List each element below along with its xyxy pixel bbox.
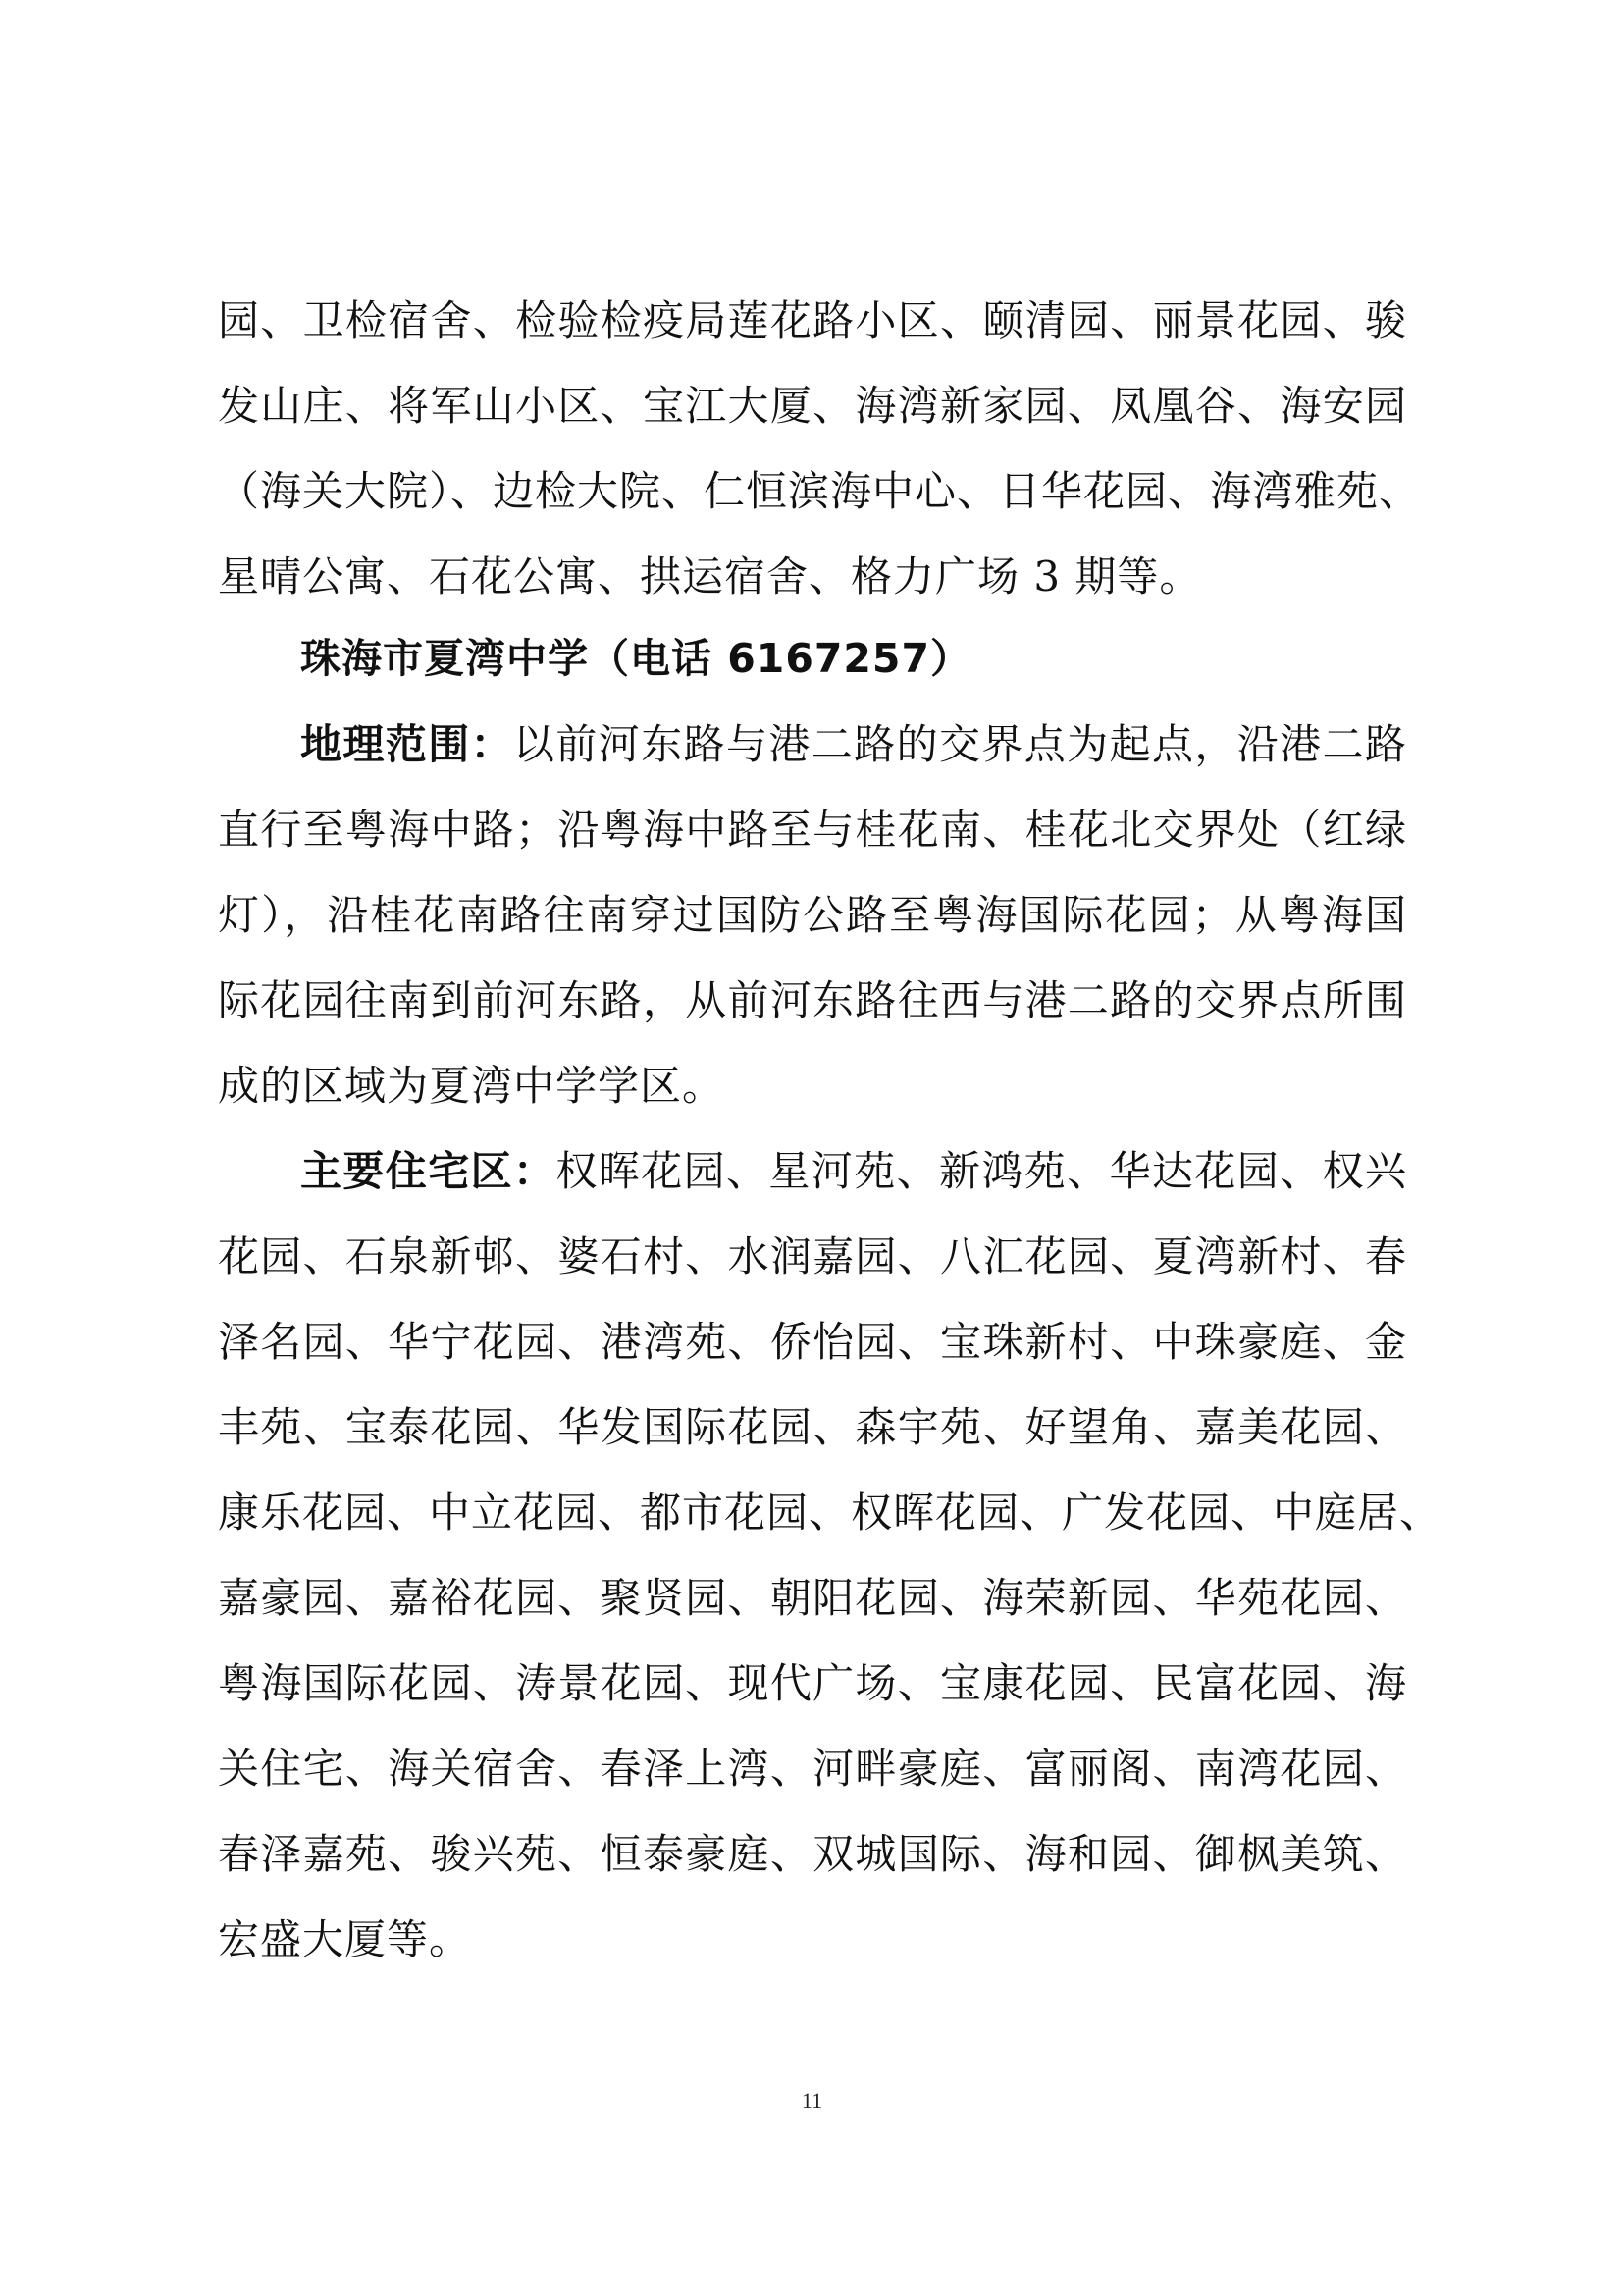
page-number: 11 bbox=[801, 2088, 823, 2113]
school-section bbox=[218, 616, 1442, 1982]
school-heading: 珠海市夏湾中学（电话 6167257） bbox=[300, 635, 971, 682]
residential-paragraph bbox=[218, 1128, 1442, 1982]
geo-range-first-line bbox=[218, 702, 1407, 787]
residential-line: 嘉豪园、嘉裕花园、聚贤园、朝阳花园、海荣新园、华苑花园、 bbox=[218, 1574, 1407, 1622]
geo-range-paragraph bbox=[218, 702, 1407, 1128]
geo-range-text: 以前河东路与港二路的交界点为起点，沿港二路 bbox=[513, 720, 1407, 768]
residential-line: 关住宅、海关宿舍、春泽上湾、河畔豪庭、富丽阁、南湾花园、 bbox=[218, 1745, 1407, 1793]
residential-label: 主要住宅区： bbox=[300, 1147, 556, 1195]
continuation-line: 星晴公寓、石花公寓、拱运宿舍、格力广场 3 期等。 bbox=[218, 552, 1202, 600]
geo-range-line: 成的区域为夏湾中学学区。 bbox=[218, 1062, 725, 1110]
residential-line: 春泽嘉苑、骏兴苑、恒泰豪庭、双城国际、海和园、御枫美筑、 bbox=[218, 1830, 1407, 1878]
residential-line: 花园、石泉新邨、婆石村、水润嘉园、八汇花园、夏湾新村、春 bbox=[218, 1232, 1407, 1280]
residential-text: 权晖花园、星河苑、新鸿苑、华达花园、权兴 bbox=[555, 1147, 1407, 1195]
geo-range-line: 直行至粤海中路；沿粤海中路至与桂花南、桂花北交界处（红绿 bbox=[218, 806, 1407, 854]
continuation-paragraph bbox=[218, 278, 1422, 619]
geo-range-label: 地理范围： bbox=[300, 720, 513, 768]
residential-line: 粤海国际花园、涛景花园、现代广场、宝康花园、民富花园、海 bbox=[218, 1659, 1407, 1707]
continuation-line: （海关大院）、边检大院、仁恒滨海中心、日华花园、海湾雅苑、 bbox=[218, 467, 1422, 515]
continuation-line: 发山庄、将军山小区、宝江大厦、海湾新家园、凤凰谷、海安园 bbox=[218, 382, 1407, 430]
residential-line: 丰苑、宝泰花园、华发国际花园、森宇苑、好望角、嘉美花园、 bbox=[218, 1403, 1407, 1451]
residential-line: 泽名园、华宁花园、港湾苑、侨怡园、宝珠新村、中珠豪庭、金 bbox=[218, 1318, 1407, 1366]
continuation-line: 园、卫检宿舍、检验检疫局莲花路小区、颐清园、丽景花园、骏 bbox=[218, 296, 1407, 344]
residential-first-line bbox=[218, 1128, 1407, 1214]
geo-range-line: 际花园往南到前河东路，从前河东路往西与港二路的交界点所围 bbox=[218, 976, 1407, 1024]
residential-line: 宏盛大厦等。 bbox=[218, 1915, 472, 1963]
residential-line: 康乐花园、中立花园、都市花园、权晖花园、广发花园、中庭居、 bbox=[218, 1488, 1442, 1537]
geo-range-line: 灯），沿桂花南路往南穿过国防公路至粤海国际花园；从粤海国 bbox=[218, 891, 1407, 939]
